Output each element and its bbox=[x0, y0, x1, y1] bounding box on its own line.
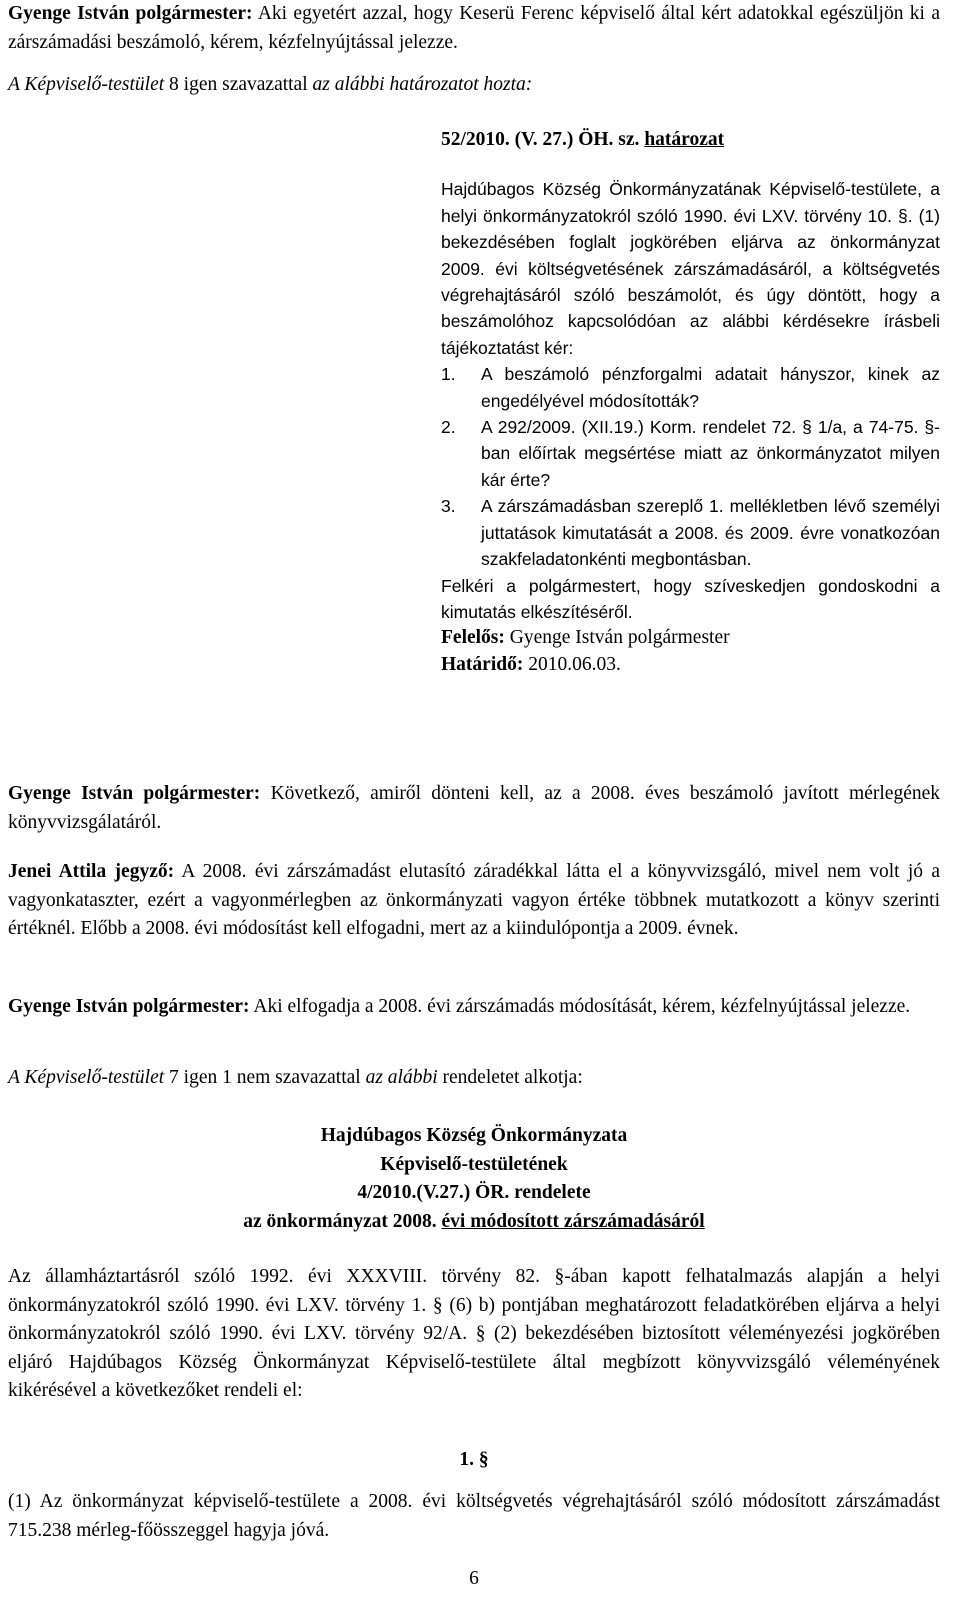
resolution-request: Felkéri a polgármestert, hogy szíveskedjen gondoskodni a kimutatás elkészítéséről. bbox=[441, 575, 940, 622]
vote-statement: A Képviselő-testület 8 igen szavazattal az alábbi határozatot hozta: bbox=[8, 74, 533, 95]
deadline-line: Határidő: 2010.06.03. bbox=[441, 653, 621, 675]
decree-heading: Hajdúbagos Község Önkormányzata Képviselő-testületének 4/2010.(V.27.) ÖR. rendelete az önkormányzat 2008. évi módosított zárszámadásáról bbox=[243, 1125, 705, 1232]
resolution-title: 52/2010. (V. 27.) ÖH. sz. határozat bbox=[441, 129, 725, 150]
speaker-name: Gyenge István polgármester: bbox=[8, 783, 261, 804]
decree-preamble: Az államháztartásról szóló 1992. évi XXXVIII. törvény 82. §-ában kapott felhatalmazás alapján a helyi önkormányzatokról szóló 1990. évi LXV. törvény 1. § (6) b) pontjában meghatározott feladatkörében eljárva a helyi önkormányzatokról szóló 1990. évi LXV. törvény 92/A. § (2) bekezdésében biztosított véleményezési jogkörében eljáró Hajdúbagos Község Önkormányzat Képviselő-testülete által megbízott könyvvizsgáló véleményének kikérésével a következőket rendeli el: bbox=[8, 1266, 940, 1401]
responsible-line: Felelős: Gyenge István polgármester bbox=[441, 627, 730, 649]
notary-paragraph: Jenei Attila jegyző: A 2008. évi zárszámadást elutasító záradékkal látta el a könyvvizsgáló, mivel nem volt jó a vagyonkataszter, ezért a vagyonmérlegben az önkormányzati vagyon értéke többnek mutatkozott a könyv szerinti értéknél. Előbb a 2008. évi módosítást kell elfogadni, mert az a kiindulópontja a 2009. évnek. bbox=[8, 861, 940, 939]
mayor-paragraph: Gyenge István polgármester: Következő, amiről dönteni kell, az a 2008. éves beszámoló javított mérlegének könyvvizsgálatáról. bbox=[8, 783, 941, 833]
speaker-name: Jenei Attila jegyző: bbox=[8, 861, 175, 882]
resolution-block bbox=[441, 127, 940, 678]
speaker-name: Gyenge István polgármester: bbox=[8, 996, 250, 1017]
mayor-paragraph-2: Gyenge István polgármester: Aki elfogadja a 2008. évi zárszámadás módosítását, kérem, kézfelnyújtással jelezze. bbox=[8, 996, 911, 1017]
resolution-body: Hajdúbagos Község Önkormányzatának Képviselő-testülete, a helyi önkormányzatokról szóló 1990. évi LXV. törvény 10. §. (1) bekezdésében foglalt jogkörében eljárva az önkormányzat 2009. évi költségvetésének zárszámadásáról, a költségvetés végrehajtásáról szóló beszámolót, és úgy döntött, hogy a beszámolóhoz kapcsolódóan az alábbi kérdésekre írásbeli tájékoztatást kér: bbox=[441, 179, 940, 358]
section-number: 1. § bbox=[459, 1449, 489, 1470]
resolution-item: 2. A 292/2009. (XII.19.) Korm. rendelet 72. § 1/a, a 74-75. §-ban előírtak megsértése miatt az önkormányzatot milyen kár érte? bbox=[441, 417, 940, 490]
resolution-item: 3. A zárszámadásban szereplő 1. mellékletben lévő személyi juttatások kimutatását a 2008. és 2009. évre vonatkozóan szakfeladatonkénti megbontásban. bbox=[441, 496, 940, 570]
vote-statement-2: A Képviselő-testület 7 igen 1 nem szavazattal az alábbi rendeletet alkotja: bbox=[8, 1067, 583, 1088]
resolution-item: 1. A beszámoló pénzforgalmi adatait hányszor, kinek az engedélyével módosították? bbox=[441, 364, 940, 411]
speaker-name: Gyenge István polgármester: bbox=[8, 3, 253, 24]
intro-paragraph bbox=[8, 0, 940, 57]
intro-text: Aki egyetért azzal, hogy Keserü Ferenc képviselő által kért adatokkal egészüljön ki a zárszámadási beszámoló, kérem, kézfelnyújtással jelezze. bbox=[8, 3, 940, 53]
section-text: (1) Az önkormányzat képviselő-testülete a 2008. évi költségvetés végrehajtásáról szóló módosított zárszámadást 715.238 mérleg-főösszeggel hagyja jóvá. bbox=[8, 1491, 940, 1541]
page-number: 6 bbox=[469, 1568, 479, 1589]
